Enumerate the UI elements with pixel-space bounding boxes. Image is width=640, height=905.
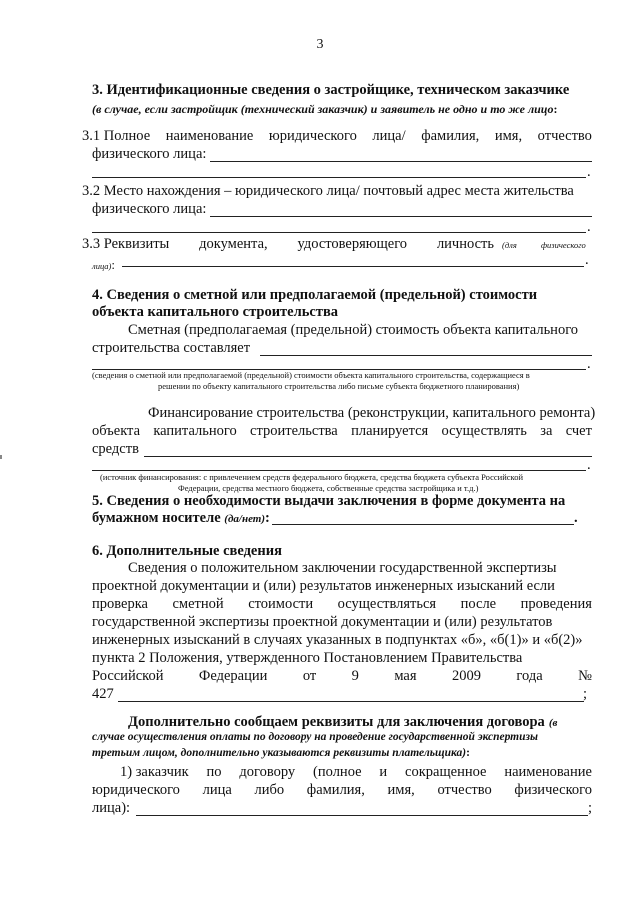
extra-l3: третьим лицом, дополнительно указываются реквизиты плательщика): xyxy=(92,747,470,759)
s4-p2-l3: средств xyxy=(92,441,139,457)
fill-line[interactable] xyxy=(92,470,586,471)
section-3-subtitle: (в случае, если застройщик (технический заказчик) и заявитель не одно и то же лицо: xyxy=(92,102,558,116)
s6-l4: государственной экспертизы проектной документации и (или) результатов xyxy=(92,614,553,630)
note-finance-l2: Федерации, средства местного бюджета, собственные средства застройщика и т.д.) xyxy=(178,483,479,493)
s4-p2-l1: Финансирование строительства (реконструкции, капитального ремонта) xyxy=(148,405,596,421)
fill-line[interactable] xyxy=(210,216,592,217)
s6-l5: инженерных изысканий в случаях указанных в подпунктах «б», «б(1)» и «б(2)» xyxy=(92,632,583,648)
scan-edge-mark xyxy=(0,455,2,459)
item-3-3-line1: 3.3 Реквизиты документа, удостоверяющего личность xyxy=(82,236,494,252)
section-6-title: 6. Дополнительные сведения xyxy=(92,543,282,559)
s6-l7: Российской Федерации от 9 мая 2009 года № xyxy=(92,668,592,684)
fill-line[interactable] xyxy=(118,701,584,702)
s6-l2: проектной документации и (или) результатов инженерных изысканий если xyxy=(92,578,555,594)
extra-l4: 1) заказчик по договору (полное и сокращенное наименование xyxy=(120,764,592,780)
item-3-1-line1: 3.1 Полное наименование юридического лица/ фамилия, имя, отчество xyxy=(82,128,592,144)
fill-line[interactable] xyxy=(210,161,592,162)
item-3-3-line2: лица): xyxy=(92,257,116,272)
extra-l2: случае осуществления оплаты по договору на проведение государственной экспертизы xyxy=(92,731,538,743)
section-5-title-l2: бумажном носителе (да/нет): xyxy=(92,510,270,526)
s4-p1-l2: строительства составляет xyxy=(92,340,251,356)
s6-l3: проверка сметной стоимости осуществляться после проведения xyxy=(92,596,592,612)
document-page: 3 3. Идентификационные сведения о застройщике, техническом заказчике (в случае, если застройщик (технический заказчик) и заявитель не одно и то же лицо: 3.1 Полное наименование юридического лица/ фамилия, имя, отчество физического лица: . 3.2 Место нахождения – юридического лица/ почтовый адрес места жительства физического лица: . 3.3 Реквизиты документа, удостоверяющего личность (для физического лица): . 4. Сведения о сметной или предполагаемой (предельной) стоимости объекта капитального строительства Сметная (предполагаемая (предельной) стоимость объекта капитального строительства составляет . (сведения о сметной или предполагаемой (предельной) стоимости объекта капитального строительства, содержащиеся в решении по объекту капитального строительства либо письме субъекта бюджетного планирования) Финансирование строительства (реконструкции, капитального ремонта) объекта капитального строительства планируется осуществлять за счет средств . (источник финансирования: с привлечением средств федерального бюджета, средства бюджета субъекта Российской Федерации, средства местного бюджета, собственные средства застройщика и т.д.) 5. Сведения о необходимости выдачи заключения в форме документа на бумажном носителе (да/нет): . 6. Дополнительные сведения Сведения о положительном заключении государственной экспертизы проектной документации и (или) результатов инженерных изысканий если проверка сметной стоимости осуществляться после проведения государственной экспертизы проектной документации и (или) результатов инженерных изысканий в случаях указанных в подпунктах «б», «б(1)» и «б(2)» пункта 2 Положения, утвержденного Постановлением Правительства Российской Федерации от 9 мая 2009 года № 427 ; Дополнительно сообщаем реквизиты для заключения договора (в случае осуществления оплаты по договору на проведение государственной экспертизы третьим лицом, дополнительно указываются реквизиты плательщика): 1) заказчик по договору (полное и сокращенное наименование юридического лица либо фамилия, имя, отчество физического лица): ; xyxy=(0,0,640,905)
section-4-title-l1: 4. Сведения о сметной или предполагаемой (предельной) стоимости xyxy=(92,287,538,303)
note-estimate-l2: решении по объекту капитального строительства либо письме субъекта бюджетного планирования) xyxy=(158,381,520,391)
extra-l5: юридического лица либо фамилия, имя, отчество физического xyxy=(92,782,592,798)
note-estimate-l1: (сведения о сметной или предполагаемой (предельной) стоимости объекта капитального строительства, содержащиеся в xyxy=(92,370,530,380)
s6-l8: 427 xyxy=(92,686,114,702)
section-5-title-l1: 5. Сведения о необходимости выдачи заключения в форме документа на xyxy=(92,493,566,509)
fill-line[interactable] xyxy=(260,355,592,356)
fill-line[interactable] xyxy=(92,177,586,178)
section-4-title-l2: объекта капитального строительства xyxy=(92,304,339,320)
page-number: 3 xyxy=(316,37,324,52)
item-3-2-line2: физического лица: xyxy=(92,201,207,217)
extra-l1: Дополнительно сообщаем реквизиты для заключения договора (в xyxy=(128,714,558,730)
s6-l1: Сведения о положительном заключении государственной экспертизы xyxy=(128,560,557,576)
s6-l6: пункта 2 Положения, утвержденного Постановлением Правительства xyxy=(92,650,523,666)
s4-p1-l1: Сметная (предполагаемая (предельной) стоимость объекта капитального xyxy=(128,322,579,338)
fill-line[interactable] xyxy=(144,456,592,457)
fill-line[interactable] xyxy=(136,815,588,816)
fill-line[interactable] xyxy=(122,266,584,267)
section-3-title: 3. Идентификационные сведения о застройщике, техническом заказчике xyxy=(92,82,570,98)
item-3-1-line2: физического лица: xyxy=(92,146,207,162)
item-3-2-line1: 3.2 Место нахождения – юридического лица/ почтовый адрес места жительства xyxy=(82,183,574,199)
s4-p2-l2: объекта капитального строительства планируется осуществлять за счет xyxy=(92,423,592,439)
fill-line[interactable] xyxy=(92,232,586,233)
fill-line[interactable] xyxy=(272,524,574,525)
extra-l6: лица): xyxy=(92,800,131,816)
note-finance-l1: (источник финансирования: с привлечением средств федерального бюджета, средства бюджета субъекта Российской xyxy=(100,472,524,482)
